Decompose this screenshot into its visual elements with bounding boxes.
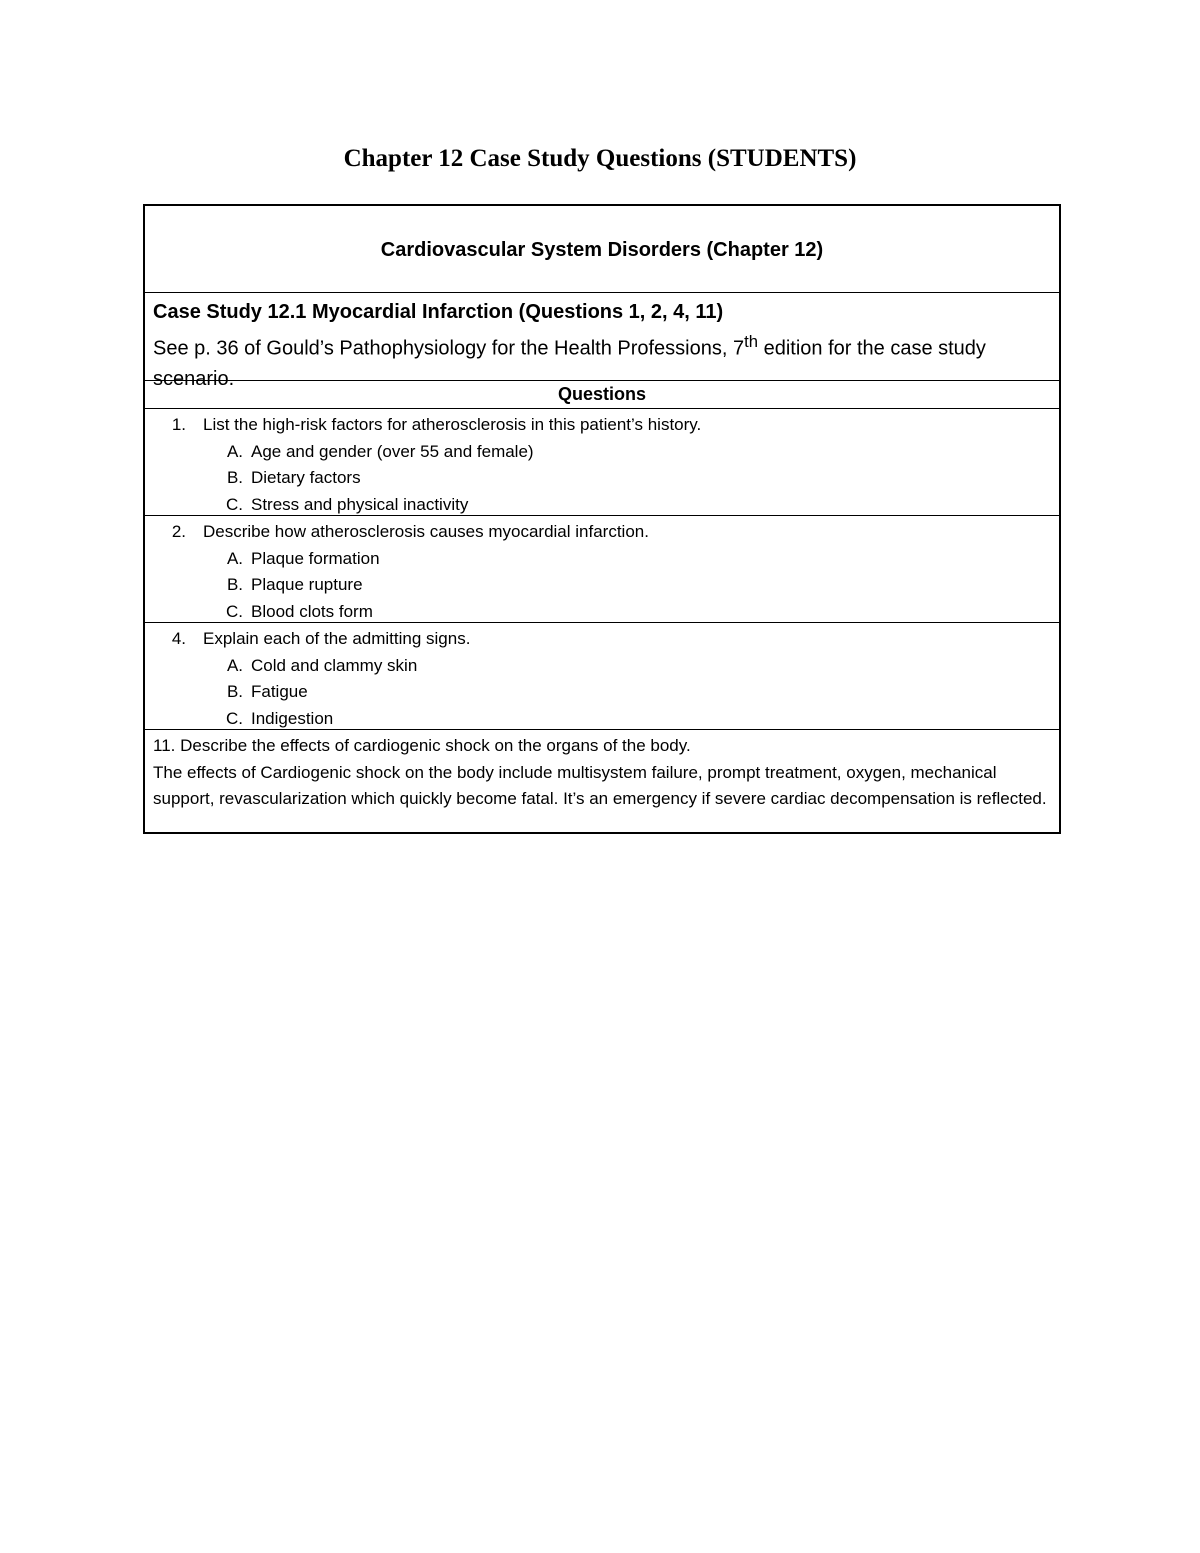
answer-letter: C. — [226, 494, 243, 514]
answer-item — [153, 439, 1051, 466]
answer-list — [153, 546, 1051, 626]
question-line — [153, 412, 1051, 439]
question-text: Explain each of the admitting signs. — [203, 629, 471, 648]
question-line — [153, 626, 1051, 653]
final-question-text: 11. Describe the effects of cardiogenic shock on the organs of the body. — [153, 736, 691, 755]
questions-heading: Questions — [557, 384, 646, 404]
table-header-text: Cardiovascular System Disorders (Chapter 12) — [380, 238, 824, 261]
case-reference-superscript: th — [744, 332, 759, 351]
answer-item — [153, 546, 1051, 573]
question-row — [145, 622, 1059, 729]
case-info-row — [145, 292, 1059, 390]
question-number: 4. — [171, 629, 186, 648]
answer-text: Indigestion — [251, 708, 334, 728]
answer-item — [153, 679, 1051, 706]
answer-text: Cold and clammy skin — [251, 655, 418, 675]
question-number: 1. — [171, 415, 186, 434]
question-number: 2. — [171, 522, 186, 541]
answer-letter: B. — [226, 575, 243, 594]
question-text: Describe how atherosclerosis causes myocardial infarction. — [203, 522, 649, 541]
answer-letter: C. — [226, 601, 243, 621]
case-study-title: Case Study 12.1 Myocardial Infarction (Questions 1, 2, 4, 11) — [153, 301, 724, 323]
case-reference-text: See p. 36 of Gould’s Pathophysiology for the Health Professions, 7 — [153, 337, 745, 360]
question-row — [145, 515, 1059, 622]
table-header-row — [145, 206, 1059, 292]
answer-list — [153, 653, 1051, 733]
answer-item — [153, 465, 1051, 492]
answer-text: Plaque formation — [251, 548, 380, 568]
answer-text: Fatigue — [251, 682, 308, 701]
answer-text: Dietary factors — [251, 468, 361, 487]
case-reference-text-end: edition for the case study scenario. — [153, 337, 986, 390]
case-study-table — [143, 204, 1061, 834]
answer-text: Plaque rupture — [251, 575, 363, 594]
answer-list — [153, 439, 1051, 519]
questions-heading-row — [145, 380, 1059, 408]
answer-item — [153, 653, 1051, 680]
answer-letter: C. — [226, 708, 243, 728]
answer-letter: A. — [226, 548, 243, 568]
answer-text: Stress and physical inactivity — [251, 494, 469, 514]
question-row — [145, 408, 1059, 515]
answer-letter: B. — [226, 468, 243, 487]
question-text: List the high-risk factors for atherosclerosis in this patient’s history. — [203, 415, 702, 434]
question-line — [153, 519, 1051, 546]
final-answer-text: The effects of Cardiogenic shock on the body include multisystem failure, prompt treatment, oxygen, mechanical support, revascularization which quickly become fatal. It’s an emergency if severe cardiac decompensation is reflected. — [153, 762, 1047, 808]
answer-text: Blood clots form — [251, 601, 373, 621]
answer-text: Age and gender (over 55 and female) — [251, 441, 534, 461]
answer-letter: A. — [226, 655, 243, 675]
answer-item — [153, 572, 1051, 599]
final-question-row — [145, 729, 1059, 832]
document-title: Chapter 12 Case Study Questions (STUDENTS) — [343, 145, 857, 172]
answer-letter: B. — [226, 682, 243, 701]
answer-letter: A. — [226, 441, 243, 461]
